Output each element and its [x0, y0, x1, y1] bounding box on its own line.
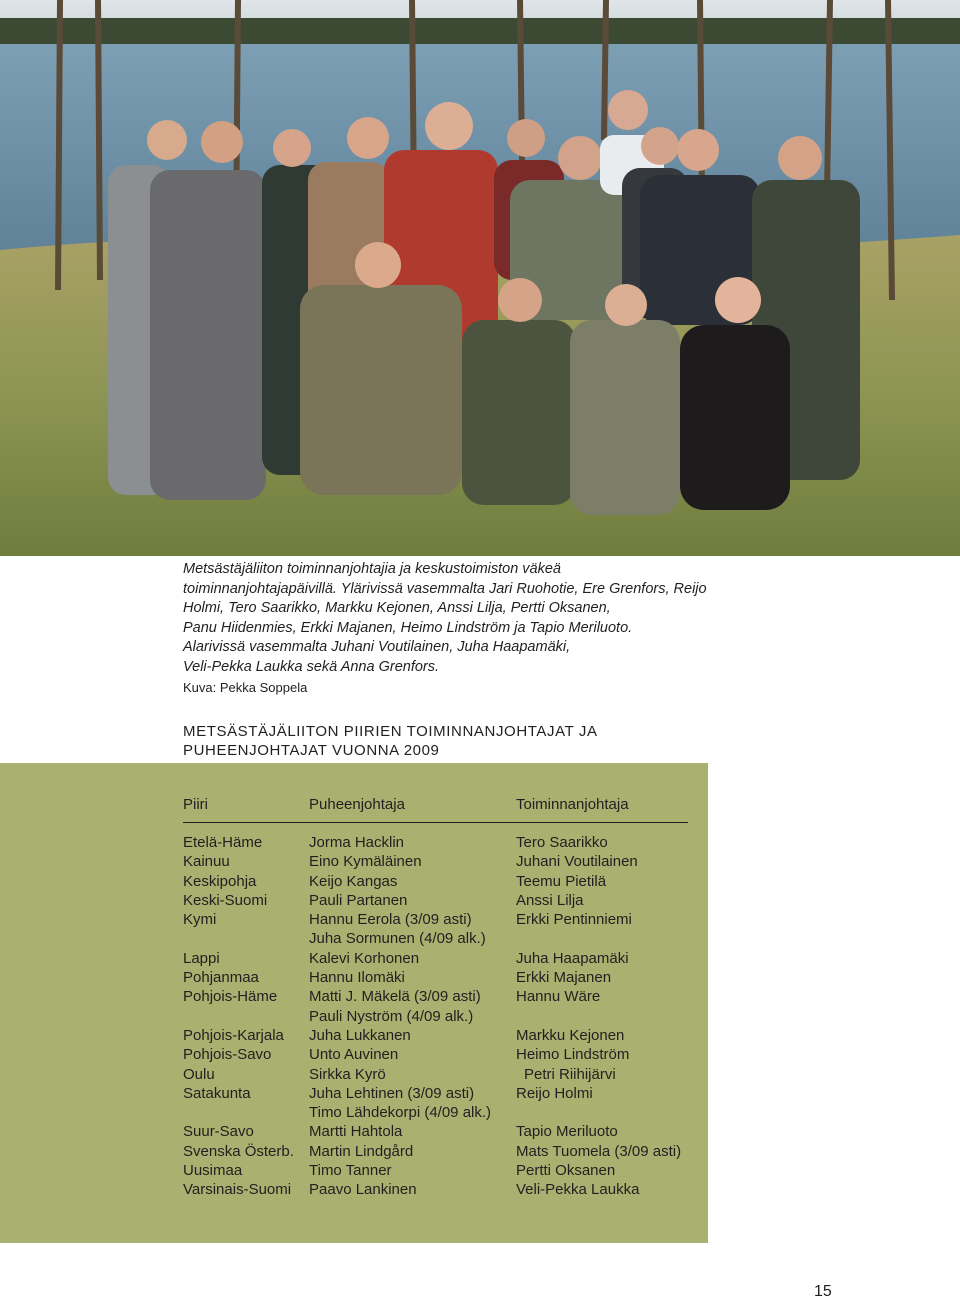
table-row	[183, 833, 708, 852]
table-row	[183, 1045, 708, 1064]
table-row	[183, 1007, 708, 1026]
cell-district: Pohjois-Karjala	[183, 1026, 284, 1044]
heading-line: METSÄSTÄJÄLIITON PIIRIEN TOIMINNANJOHTAJAT JA	[183, 723, 598, 740]
cell-executive-director: Juhani Voutilainen	[516, 853, 638, 871]
table-body	[183, 833, 708, 1200]
cell-executive-director: Pertti Oksanen	[516, 1162, 616, 1180]
cell-executive-director: Erkki Pentinniemi	[516, 911, 632, 929]
table-row	[183, 910, 708, 929]
cell-chairman: Martin Lindgård	[309, 1142, 414, 1160]
table-row	[183, 1142, 708, 1161]
cell-chairman: Juha Lukkanen	[309, 1026, 411, 1044]
table-row	[183, 852, 708, 871]
cell-executive-director: Heimo Lindström	[516, 1046, 630, 1064]
cell-executive-director: Juha Haapamäki	[516, 949, 629, 967]
caption-line: Alarivissä vasemmalta Juhani Voutilainen, Juha Haapamäki,	[183, 639, 571, 656]
cell-chairman: Jorma Hacklin	[309, 834, 405, 851]
caption-line: Panu Hiidenmies, Erkki Majanen, Heimo Lindström ja Tapio Meriluoto.	[183, 619, 633, 636]
cell-district: Varsinais-Suomi	[183, 1181, 292, 1199]
cell-chairman: Juha Lehtinen (3/09 asti)	[309, 1084, 475, 1102]
cell-chairman: Unto Auvinen	[309, 1046, 399, 1064]
table-row	[183, 929, 708, 948]
table-row	[183, 872, 708, 891]
cell-chairman: Timo Lähdekorpi (4/09 alk.)	[309, 1104, 492, 1122]
cell-chairman: Martti Hahtola	[309, 1123, 403, 1141]
table-row	[183, 1026, 708, 1045]
person	[150, 121, 266, 500]
cell-district: Uusimaa	[183, 1162, 243, 1180]
cell-district: Satakunta	[183, 1084, 251, 1102]
cell-chairman: Hannu Ilomäki	[309, 969, 405, 987]
cell-executive-director: Tero Saarikko	[516, 834, 608, 851]
cell-district: Kymi	[183, 911, 217, 929]
table-row	[183, 968, 708, 987]
cell-chairman: Paavo Lankinen	[309, 1181, 417, 1199]
table-row	[183, 949, 708, 968]
cell-executive-director: Reijo Holmi	[516, 1084, 593, 1102]
cell-chairman: Keijo Kangas	[309, 872, 398, 890]
cell-executive-director: Veli-Pekka Laukka	[516, 1181, 640, 1199]
cell-chairman: Timo Tanner	[309, 1162, 392, 1180]
cell-chairman: Eino Kymäläinen	[309, 853, 422, 871]
cell-chairman: Pauli Partanen	[309, 891, 408, 909]
table-row	[183, 1180, 708, 1199]
table-header	[183, 794, 688, 823]
far-shore	[0, 18, 960, 46]
table-row	[183, 891, 708, 910]
photo-caption	[183, 560, 743, 697]
cell-executive-director: Mats Tuomela (3/09 asti)	[516, 1142, 682, 1160]
table-row	[183, 1122, 708, 1141]
cell-district: Etelä-Häme	[183, 834, 263, 851]
table-row	[183, 1065, 708, 1084]
cell-district: Svenska Österb.	[183, 1142, 294, 1160]
table-row	[183, 1161, 708, 1180]
caption-line: Metsästäjäliiton toiminnanjohtajia ja keskustoimiston väkeä	[183, 561, 561, 577]
cell-executive-director: Petri Riihijärvi	[524, 1065, 616, 1083]
caption-line: Veli-Pekka Laukka sekä Anna Grenfors.	[183, 658, 440, 675]
cell-chairman: Hannu Eerola (3/09 asti)	[309, 911, 472, 929]
cell-district: Pohjois-Savo	[183, 1046, 272, 1064]
cell-district: Keski-Suomi	[183, 891, 268, 909]
cell-executive-director: Hannu Wäre	[516, 988, 601, 1006]
photo-credit: Kuva: Pekka Soppela	[183, 679, 308, 695]
page-number: 15	[814, 1283, 832, 1300]
heading-line: PUHEENJOHTAJAT VUONNA 2009	[183, 742, 440, 759]
cell-chairman: Matti J. Mäkelä (3/09 asti)	[309, 988, 481, 1006]
cell-district: Pohjanmaa	[183, 969, 259, 987]
cell-district: Kainuu	[183, 853, 230, 871]
cell-executive-director: Markku Kejonen	[516, 1026, 625, 1044]
section-heading	[183, 722, 743, 760]
table-row	[183, 1084, 708, 1103]
cell-executive-director: Erkki Majanen	[516, 969, 612, 987]
cell-district: Keskipohja	[183, 872, 257, 890]
header-executive-director: Toiminnanjohtaja	[516, 796, 629, 813]
caption-line: toiminnanjohtajapäivillä. Ylärivissä vasemmalta Jari Ruohotie, Ere Grenfors, Reijo	[183, 580, 707, 597]
cell-district: Suur-Savo	[183, 1123, 254, 1141]
caption-line: Holmi, Tero Saarikko, Markku Kejonen, Anssi Lilja, Pertti Oksanen,	[183, 600, 611, 617]
cell-chairman: Juha Sormunen (4/09 alk.)	[309, 930, 486, 948]
cell-executive-director: Teemu Pietilä	[516, 872, 607, 890]
cell-district: Oulu	[183, 1065, 215, 1083]
header-chairman: Puheenjohtaja	[309, 796, 405, 813]
header-district: Piiri	[183, 796, 208, 813]
table-row	[183, 987, 708, 1006]
cell-chairman: Sirkka Kyrö	[309, 1065, 386, 1083]
cell-district: Lappi	[183, 949, 220, 967]
cell-chairman: Pauli Nyström (4/09 alk.)	[309, 1007, 474, 1025]
table-row	[183, 1103, 708, 1122]
cell-executive-director: Anssi Lilja	[516, 891, 584, 909]
group-photo	[0, 0, 960, 556]
cell-district: Pohjois-Häme	[183, 988, 278, 1006]
cell-chairman: Kalevi Korhonen	[309, 949, 420, 967]
cell-executive-director: Tapio Meriluoto	[516, 1123, 618, 1141]
